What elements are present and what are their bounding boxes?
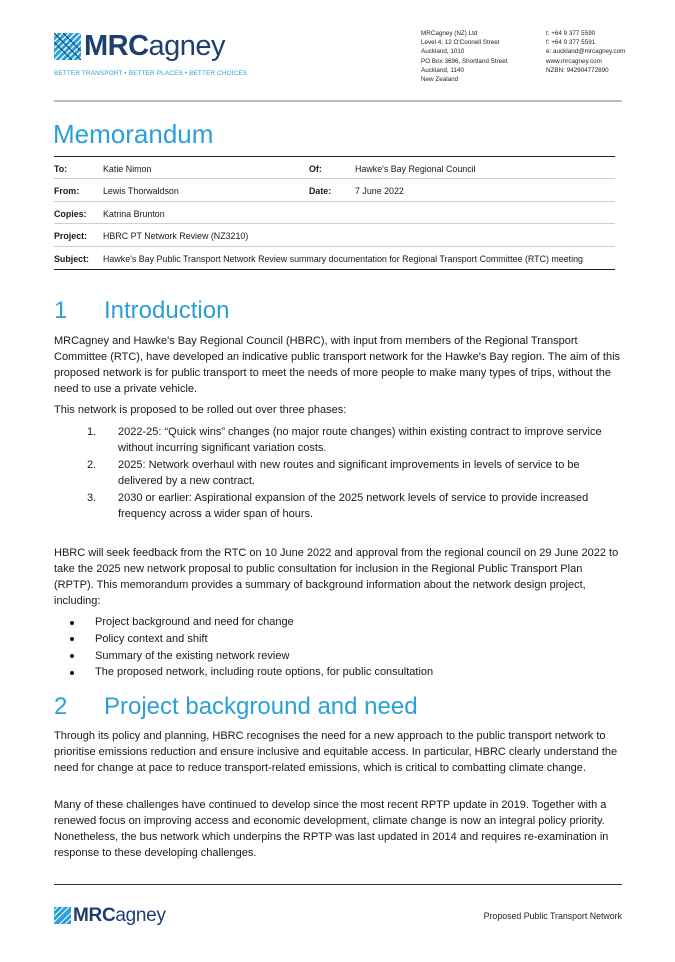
- copies-label: Copies:: [54, 208, 87, 219]
- of-label: Of:: [309, 164, 322, 174]
- contact-email[interactable]: e: auckland@mrcagney.com: [546, 48, 626, 56]
- contact-nzbn: NZBN: 942904772890: [546, 66, 609, 74]
- list-item: Summary of the existing network review: [54, 648, 624, 665]
- contact-website[interactable]: www.mrcagney.com: [546, 57, 602, 65]
- list-number: 1.: [87, 426, 97, 438]
- footer-logo: [54, 906, 166, 925]
- footer-wordmark: MRCagney: [73, 905, 166, 926]
- table-row: [54, 247, 615, 269]
- list-number: 3.: [87, 492, 97, 504]
- intro-paragraph: MRCagney and Hawke's Bay Regional Council (HBRC), with input from members of the Regional Transport Committee (RTC), have developed an indicative public transport network for the Hawke's Bay region. The aim of this proposed network is for public transport to meet the needs of more people to make many types of trips, without the need to use a private vehicle.: [54, 335, 621, 395]
- address-line: New Zealand: [421, 76, 459, 84]
- section-number: 2: [54, 693, 68, 720]
- list-item: [54, 457, 624, 489]
- company-address: [421, 29, 507, 84]
- project-label: Project:: [54, 231, 88, 242]
- logo-mark-icon: [54, 33, 81, 60]
- section-title: Project background and need: [104, 693, 418, 720]
- list-number: 2.: [87, 459, 97, 471]
- contact-phone: t: +64 9 377 5590: [546, 30, 596, 37]
- page-title: Memorandum: [53, 119, 214, 149]
- header-divider: [54, 100, 622, 102]
- company-logo: [54, 32, 225, 61]
- phases-list: [54, 424, 624, 523]
- from-label: From:: [54, 186, 80, 197]
- footer-document-title: Proposed Public Transport Network: [483, 911, 622, 921]
- address-line: MRCagney (NZ) Ltd: [421, 30, 478, 37]
- table-row: [54, 202, 615, 224]
- list-text: 2030 or earlier: Aspirational expansion of the 2025 network levels of service to provide increased frequency across a wider span of hours.: [118, 492, 589, 520]
- subject-label: Subject:: [54, 253, 90, 264]
- list-item: [54, 490, 624, 522]
- logo-mark-icon: [54, 907, 71, 924]
- copies-value: Katrina Brunton: [103, 208, 165, 219]
- table-row: [54, 179, 615, 201]
- table-row: [54, 224, 615, 246]
- summary-bullet-list: [54, 614, 624, 681]
- list-text: 2022-25: “Quick wins” changes (no major route changes) within existing contract to improve service without incurring significant variation costs.: [118, 426, 602, 454]
- footer-divider: [54, 884, 622, 885]
- to-value: Katie Nimon: [103, 164, 152, 174]
- list-text: 2025: Network overhaul with new routes and significant improvements in levels of service to be delivered by a new contract.: [118, 459, 580, 487]
- project-value: HBRC PT Network Review (NZ3210): [103, 231, 249, 242]
- list-item: The proposed network, including route options, for public consultation: [54, 664, 624, 681]
- challenges-paragraph: Many of these challenges have continued to develop since the most recent RPTP update in 2019. Together with a renewed focus on improving access and economic development, climate change is now an integral policy priority. Nonetheless, the bus network which underpins the RPTP was last updated in 2014 and requires re-examination in response to these developing challenges.: [54, 799, 609, 859]
- section-title: Introduction: [104, 297, 230, 324]
- logo-wordmark: MRCagney: [84, 30, 226, 62]
- section-1-heading: [54, 297, 229, 325]
- tagline: BETTER TRANSPORT • BETTER PLACES • BETTER CHOICES: [54, 70, 248, 77]
- address-line: Auckland, 1010: [421, 48, 465, 56]
- address-line: PO Box 3696, Shortland Street: [421, 57, 508, 65]
- table-row: [54, 157, 615, 179]
- date-value: 7 June 2022: [355, 186, 404, 197]
- consultation-paragraph: HBRC will seek feedback from the RTC on 10 June 2022 and approval from the regional council on 29 June 2022 to take the 2025 new network proposal to public consultation for inclusion in the Regional Public Transport Plan (RPTP). This memorandum provides a summary of background information about the network design project, including:: [54, 547, 619, 607]
- to-label: To:: [54, 164, 68, 174]
- memo-details-table: [54, 156, 615, 270]
- address-line: Auckland, 1140: [421, 66, 464, 74]
- section-2-heading: [54, 693, 418, 721]
- section-number: 1: [54, 297, 68, 324]
- of-value: Hawke's Bay Regional Council: [355, 164, 476, 174]
- from-value: Lewis Thorwaldson: [103, 186, 179, 197]
- company-contact: [546, 29, 625, 75]
- date-label: Date:: [309, 186, 332, 197]
- list-item: Policy context and shift: [54, 631, 624, 648]
- contact-fax: f: +64 9 377 5591: [546, 39, 596, 47]
- subject-value: Hawke's Bay Public Transport Network Review summary documentation for Regional Transport Committee (RTC) meeting: [103, 253, 583, 264]
- list-item: [54, 424, 624, 456]
- address-line: Level 4, 12 O'Connell Street: [421, 39, 500, 47]
- list-item: Project background and need for change: [54, 614, 624, 631]
- phases-intro: This network is proposed to be rolled out over three phases:: [54, 404, 347, 416]
- page-header: [0, 0, 675, 105]
- background-paragraph: Through its policy and planning, HBRC recognises the need for a new approach to the public transport network to prioritise emissions reduction and ensure inclusive and equitable access. In particular, HBRC clearly understand the need for change at pace to reduce transport-related emissions, which is critical to combatting climate change.: [54, 730, 618, 774]
